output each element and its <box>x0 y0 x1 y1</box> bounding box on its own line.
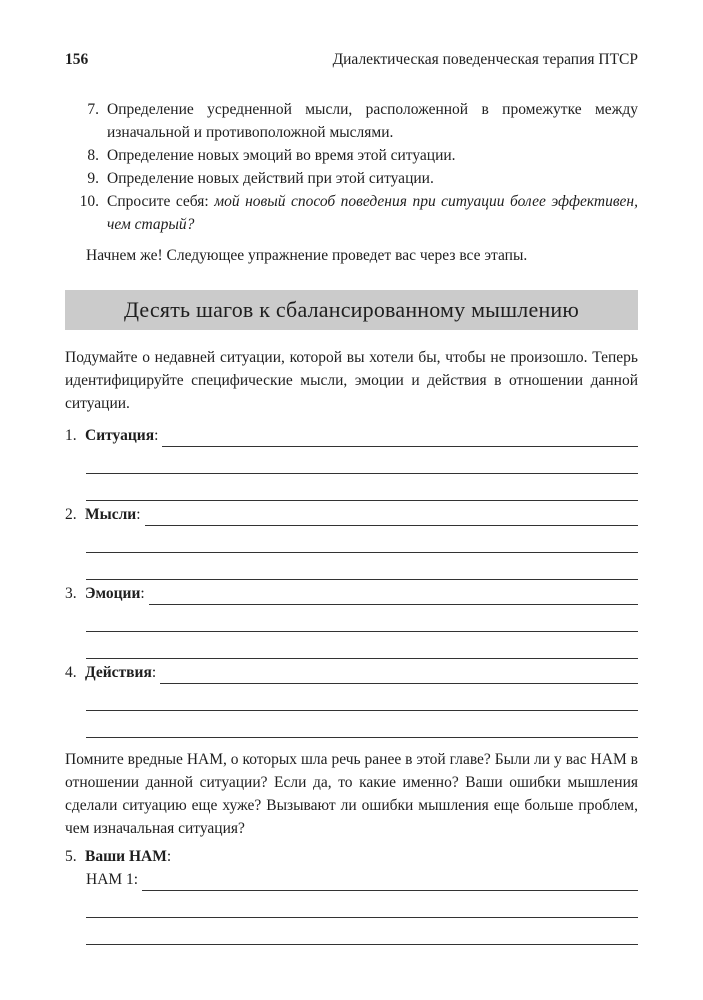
thoughts-input-line[interactable] <box>145 508 638 526</box>
actions-input-line[interactable] <box>86 711 638 738</box>
steps-list <box>65 98 638 236</box>
step-number: 8. <box>87 147 99 164</box>
list-item <box>65 167 638 190</box>
nam-1-input-line[interactable] <box>86 891 638 918</box>
field-label: Мысли <box>85 506 137 523</box>
emotions-input-line[interactable] <box>149 587 638 605</box>
field-label: Ситуация <box>85 427 155 444</box>
step-number: 7. <box>87 101 99 118</box>
lead-paragraph: Начнем же! Следующее упражнение проведет вас через все этапы. <box>86 247 528 264</box>
actions-input-line[interactable] <box>160 666 638 684</box>
field-situation <box>65 424 638 501</box>
step-text: Определение усредненной мысли, расположенной в промежутке между изначальной и противоположной мыслями. <box>107 101 638 141</box>
field-thoughts <box>65 503 638 580</box>
step-text: Спросите себя: <box>107 193 215 210</box>
field-number: 1. <box>65 427 77 444</box>
nam-paragraph: Помните вредные НАМ, о которых шла речь ранее в этой главе? Были ли у вас НАМ в отношении данной ситуации? Если да, то какие именно? Ваши ошибки мышления сделали ситуацию еще хуже? Вызывают ли ошибки мышления еще больше проблем, чем изначальная ситуация? <box>65 751 638 837</box>
thoughts-input-line[interactable] <box>86 526 638 553</box>
situation-input-line[interactable] <box>162 429 638 447</box>
field-number: 5. <box>65 848 77 865</box>
field-number: 2. <box>65 506 77 523</box>
field-colon: : <box>166 848 172 865</box>
intro-paragraph: Подумайте о недавней ситуации, которой вы хотели бы, чтобы не произошло. Теперь идентифицируйте специфические мысли, эмоции и действия в отношении данной ситуации. <box>65 349 638 412</box>
field-emotions <box>65 582 638 659</box>
field-colon: : <box>151 664 157 681</box>
step-italic-text: мой новый способ поведения при ситуации более эффективен, чем старый? <box>107 193 638 233</box>
list-item <box>65 190 638 236</box>
field-colon: : <box>154 427 159 444</box>
field-number: 3. <box>65 585 77 602</box>
nam-1-input-line[interactable] <box>142 873 638 891</box>
step-text: Определение новых эмоций во время этой ситуации. <box>107 147 456 164</box>
emotions-input-line[interactable] <box>86 605 638 632</box>
emotions-input-line[interactable] <box>86 632 638 659</box>
section-title: Десять шагов к сбалансированному мышлению <box>65 290 638 330</box>
situation-input-line[interactable] <box>86 447 638 474</box>
field-actions <box>65 661 638 738</box>
field-colon: : <box>136 506 141 523</box>
actions-input-line[interactable] <box>86 684 638 711</box>
page-number: 156 <box>65 51 89 68</box>
running-header <box>65 48 638 72</box>
situation-input-line[interactable] <box>86 474 638 501</box>
field-number: 4. <box>65 664 77 681</box>
field-label: Ваши НАМ <box>85 848 167 865</box>
field-colon: : <box>140 585 145 602</box>
list-item <box>65 144 638 167</box>
list-item <box>65 98 638 144</box>
thoughts-input-line[interactable] <box>86 553 638 580</box>
field-label: Эмоции <box>85 585 141 602</box>
nam-1-input-line[interactable] <box>86 918 638 945</box>
step-number: 10. <box>79 193 99 210</box>
nam-1-label: НАМ 1: <box>86 871 139 888</box>
running-title: Диалектическая поведенческая терапия ПТСР <box>332 51 638 68</box>
step-number: 9. <box>87 170 99 187</box>
field-label: Действия <box>85 664 152 681</box>
step-text: Определение новых действий при этой ситуации. <box>107 170 434 187</box>
field-your-nam <box>65 845 638 945</box>
